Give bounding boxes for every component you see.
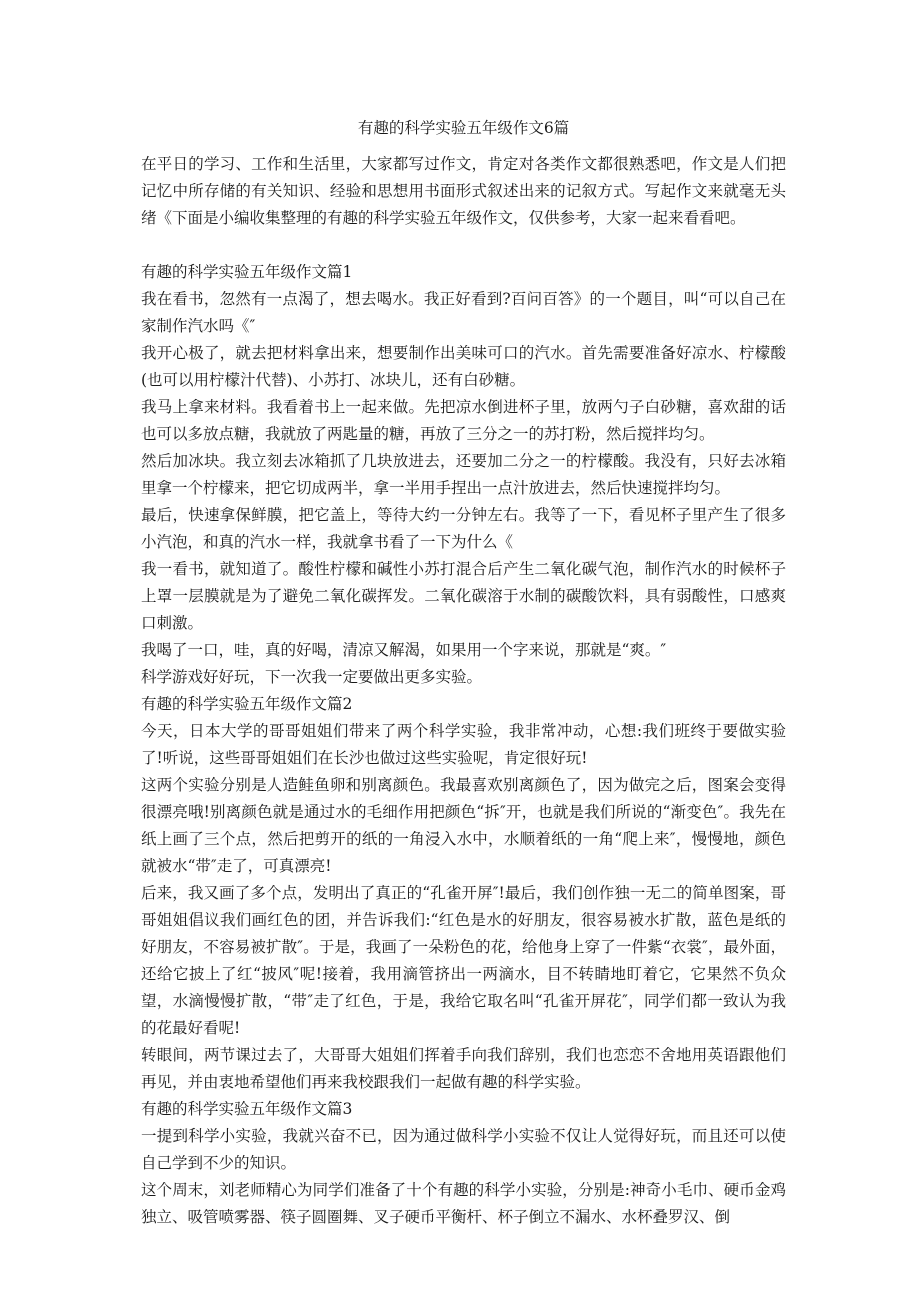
document-title: 有趣的科学实验五年级作文6篇: [357, 119, 570, 137]
paragraph: 我在看书，忽然有一点渴了，想去喝水。我正好看到?百问百答》的一个题目，叫“可以自己在家制作汽水吗《″: [141, 290, 786, 335]
paragraph: 我喝了一口，哇，真的好喝，清凉又解渴，如果用一个字来说，那就是“爽。″: [141, 641, 667, 659]
spacer: [141, 232, 786, 259]
document-page: [141, 0, 786, 1231]
paragraph: 我一看书，就知道了。酸性柠檬和碱性小苏打混合后产生二氧化碳气泡，制作汽水的时候杯子上罩一层膜就是为了避免二氧化碳挥发。二氧化碳溶于水制的碳酸饮料，具有弱酸性，口感爽口刺激。: [141, 560, 786, 632]
section-1-heading: 有趣的科学实验五年级作文篇1: [141, 263, 353, 281]
paragraph: 转眼间，两节课过去了，大哥哥大姐姐们挥着手向我们辞别，我们也恋恋不舍地用英语跟他们再见，并由衷地希望他们再来我校跟我们一起做有趣的科学实验。: [141, 1046, 786, 1091]
paragraph: 今天，日本大学的哥哥姐姐们带来了两个科学实验，我非常冲动，心想:我们班终于要做实验了!听说，这些哥哥姐姐们在长沙也做过这些实验呢，肯定很好玩!: [141, 722, 786, 767]
paragraph: 这两个实验分别是人造鲑鱼卵和别离颜色。我最喜欢别离颜色了，因为做完之后，图案会变得很漂亮哦!别离颜色就是通过水的毛细作用把颜色“拆″开，也就是我们所说的“渐变色″。我先在纸上画了三个点，然后把剪开的纸的一角浸入水中，水顺着纸的一角“爬上来″，慢慢地，颜色就被水“带″走了，可真漂亮!: [141, 776, 786, 875]
paragraph: 后来，我又画了多个点，发明出了真正的“孔雀开屏″!最后，我们创作独一无二的简单图案，哥哥姐姐倡议我们画红色的团，并告诉我们:“红色是水的好朋友，很容易被水扩散，蓝色是纸的好朋友，不容易被扩散″。于是，我画了一朵粉色的花，给他身上穿了一件紫“衣裳″，最外面，还给它披上了红“披风″呢!接着，我用滴管挤出一两滴水，目不转睛地盯着它，它果然不负众望，水滴慢慢扩散，“带″走了红色，于是，我给它取名叫“孔雀开屏花″，同学们都一致认为我的花最好看呢!: [141, 884, 786, 1037]
intro-paragraph: 在平日的学习、工作和生活里，大家都写过作文，肯定对各类作文都很熟悉吧，作文是人们把记忆中所存储的有关知识、经验和思想用书面形式叙述出来的记叙方式。写起作文来就毫无头绪《下面是小编收集整理的有趣的科学实验五年级作文，仅供参考，大家一起来看看吧。: [141, 155, 786, 227]
paragraph: 这个周末，刘老师精心为同学们准备了十个有趣的科学小实验，分别是:神奇小毛巾、硬币金鸡独立、吸管喷雾器、筷子圆圈舞、叉子硬币平衡杆、杯子倒立不漏水、水杯叠罗汉、倒: [141, 1181, 786, 1226]
paragraph: 科学游戏好好玩，下一次我一定要做出更多实验。: [141, 668, 483, 686]
paragraph: 然后加冰块。我立刻去冰箱抓了几块放进去，还要加二分之一的柠檬酸。我没有，只好去冰箱里拿一个柠檬来，把它切成两半，拿一半用手捏出一点汁放进去，然后快速搅拌均匀。: [141, 452, 786, 497]
paragraph: 最后，快速拿保鲜膜，把它盖上，等待大约一分钟左右。我等了一下，看见杯子里产生了很多小汽泡，和真的汽水一样，我就拿书看了一下为什么《: [141, 506, 786, 551]
paragraph: 我马上拿来材料。我看着书上一起来做。先把凉水倒进杯子里，放两勺子白砂糖，喜欢甜的话也可以多放点糖，我就放了两匙量的糖，再放了三分之一的苏打粉，然后搅拌均匀。: [141, 398, 786, 443]
section-3-heading: 有趣的科学实验五年级作文篇3: [141, 1100, 353, 1118]
paragraph: 我开心极了，就去把材料拿出来，想要制作出美味可口的汽水。首先需要准备好凉水、柠檬酸(也可以用柠檬汁代替)、小苏打、冰块儿，还有白砂糖。: [141, 344, 786, 389]
paragraph: 一提到科学小实验，我就兴奋不已，因为通过做科学小实验不仅让人觉得好玩，而且还可以使自己学到不少的知识。: [141, 1127, 786, 1172]
section-2-heading: 有趣的科学实验五年级作文篇2: [141, 695, 353, 713]
